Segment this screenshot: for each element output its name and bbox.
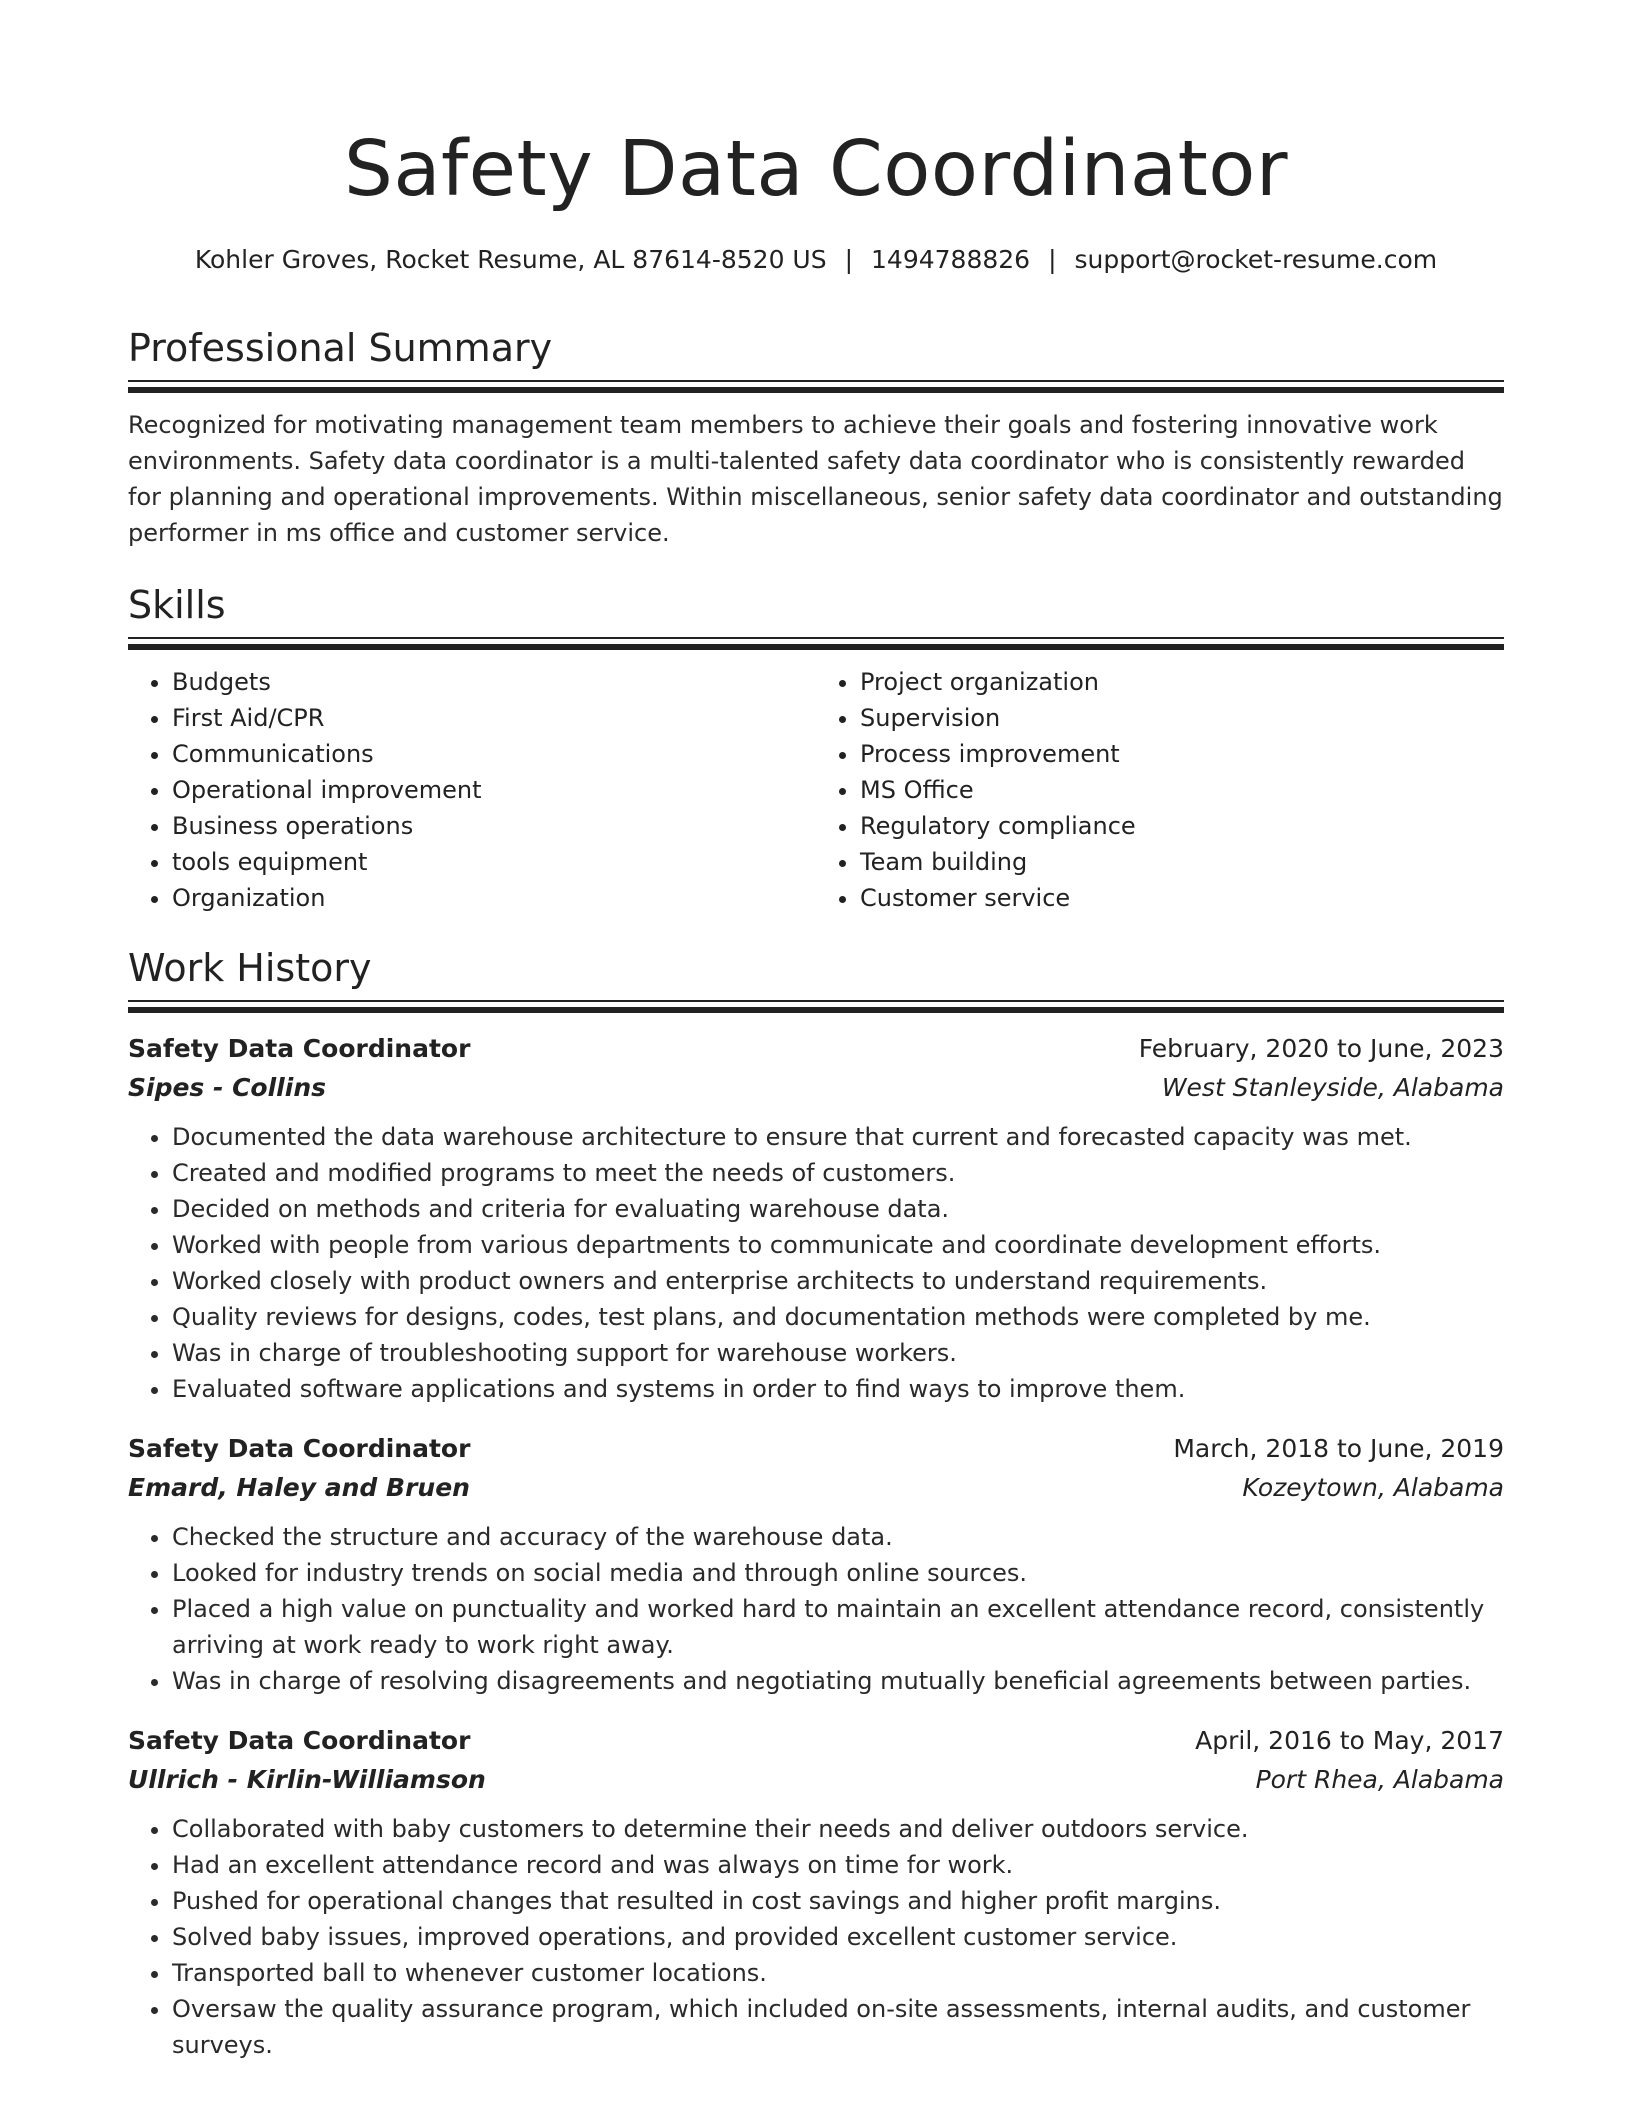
professional-summary-section [128, 324, 1504, 551]
resume-title: Safety Data Coordinator [343, 125, 1289, 214]
job-bullets [128, 1119, 1504, 1407]
job-bullet: • Decided on methods and criteria for evaluating warehouse data. [172, 1191, 1504, 1227]
resume-page [128, 0, 1504, 2063]
job-entry [128, 1029, 1504, 1407]
job-bullet: • Transported ball to whenever customer locations. [172, 1955, 1504, 1991]
skill-item: • Budgets [172, 664, 816, 700]
skill-item: • Customer service [860, 880, 1504, 916]
job-header-row [128, 1721, 1504, 1760]
skill-item: • Team building [860, 844, 1504, 880]
contact-phone: 1494788826 [871, 245, 1031, 274]
job-location: Port Rhea, Alabama [1255, 1765, 1504, 1794]
skill-item: • Communications [172, 736, 816, 772]
skill-item: • Supervision [860, 700, 1504, 736]
job-header-row [128, 1429, 1504, 1468]
skill-item: • MS Office [860, 772, 1504, 808]
job-location: Kozeytown, Alabama [1242, 1473, 1504, 1502]
contact-address: Kohler Groves, Rocket Resume, AL 87614-8520 US [194, 245, 827, 274]
job-bullet: • Pushed for operational changes that resulted in cost savings and higher profit margins. [172, 1883, 1504, 1919]
contact-line [128, 244, 1504, 276]
section-heading-summary: Professional Summary [128, 326, 553, 370]
job-bullet: • Evaluated software applications and systems in order to find ways to improve them. [172, 1371, 1504, 1407]
job-company-row [128, 1468, 1504, 1507]
skills-section [128, 581, 1504, 916]
job-title: Safety Data Coordinator [128, 1034, 471, 1063]
job-bullet: • Was in charge of troubleshooting support for warehouse workers. [172, 1335, 1504, 1371]
skills-grid [128, 664, 1504, 916]
job-dates: February, 2020 to June, 2023 [1138, 1034, 1504, 1063]
job-bullet: • Solved baby issues, improved operations, and provided excellent customer service. [172, 1919, 1504, 1955]
job-bullets [128, 1519, 1504, 1699]
job-company: Emard, Haley and Bruen [128, 1473, 470, 1502]
skill-item: • Project organization [860, 664, 1504, 700]
job-bullet: • Oversaw the quality assurance program, which included on-site assessments, internal audits, and customer surveys. [172, 1991, 1504, 2063]
job-company-row [128, 1760, 1504, 1799]
job-bullet: • Documented the data warehouse architecture to ensure that current and forecasted capacity was met. [172, 1119, 1504, 1155]
job-company-row [128, 1068, 1504, 1107]
job-bullet: • Worked with people from various departments to communicate and coordinate development efforts. [172, 1227, 1504, 1263]
skill-item: • Operational improvement [172, 772, 816, 808]
job-dates: April, 2016 to May, 2017 [1195, 1726, 1504, 1755]
skills-list-left [128, 664, 816, 916]
job-bullet: • Had an excellent attendance record and was always on time for work. [172, 1847, 1504, 1883]
job-bullet: • Looked for industry trends on social media and through online sources. [172, 1555, 1504, 1591]
section-heading-skills: Skills [128, 583, 226, 627]
job-entry [128, 1721, 1504, 2063]
contact-email: support@rocket-resume.com [1074, 245, 1438, 274]
section-divider [128, 380, 1504, 393]
job-bullet: • Quality reviews for designs, codes, test plans, and documentation methods were completed by me. [172, 1299, 1504, 1335]
job-header-row [128, 1029, 1504, 1068]
skill-item: • Business operations [172, 808, 816, 844]
skill-item: • tools equipment [172, 844, 816, 880]
section-divider [128, 637, 1504, 650]
job-bullet: • Placed a high value on punctuality and worked hard to maintain an excellent attendance record, consistently arriving at work ready to work right away. [172, 1591, 1504, 1663]
job-dates: March, 2018 to June, 2019 [1173, 1434, 1504, 1463]
work-history-section [128, 944, 1504, 2063]
job-company: Ullrich - Kirlin-Williamson [128, 1765, 486, 1794]
job-bullet: • Worked closely with product owners and enterprise architects to understand requirements. [172, 1263, 1504, 1299]
job-bullets [128, 1811, 1504, 2063]
contact-separator: | [1048, 245, 1057, 274]
job-bullet: • Checked the structure and accuracy of the warehouse data. [172, 1519, 1504, 1555]
skill-item: • Process improvement [860, 736, 1504, 772]
job-entry [128, 1429, 1504, 1699]
job-title: Safety Data Coordinator [128, 1434, 471, 1463]
job-location: West Stanleyside, Alabama [1161, 1073, 1504, 1102]
skills-list-right [816, 664, 1504, 916]
job-bullet: • Created and modified programs to meet the needs of customers. [172, 1155, 1504, 1191]
job-bullet: • Was in charge of resolving disagreements and negotiating mutually beneficial agreements between parties. [172, 1663, 1504, 1699]
job-bullet: • Collaborated with baby customers to determine their needs and deliver outdoors service. [172, 1811, 1504, 1847]
skill-item: • First Aid/CPR [172, 700, 816, 736]
skill-item: • Regulatory compliance [860, 808, 1504, 844]
section-heading-work: Work History [128, 946, 372, 990]
section-divider [128, 1000, 1504, 1013]
summary-text: Recognized for motivating management team members to achieve their goals and fostering innovative work environments. Safety data coordinator is a multi-talented safety data coordinator who is consistently rewarded for planning and operational improvements. Within miscellaneous, senior safety data coordinator and outstanding performer in ms office and customer service. [128, 411, 1503, 547]
contact-separator: | [844, 245, 854, 274]
job-company: Sipes - Collins [128, 1073, 326, 1102]
job-title: Safety Data Coordinator [128, 1726, 471, 1755]
skill-item: • Organization [172, 880, 816, 916]
